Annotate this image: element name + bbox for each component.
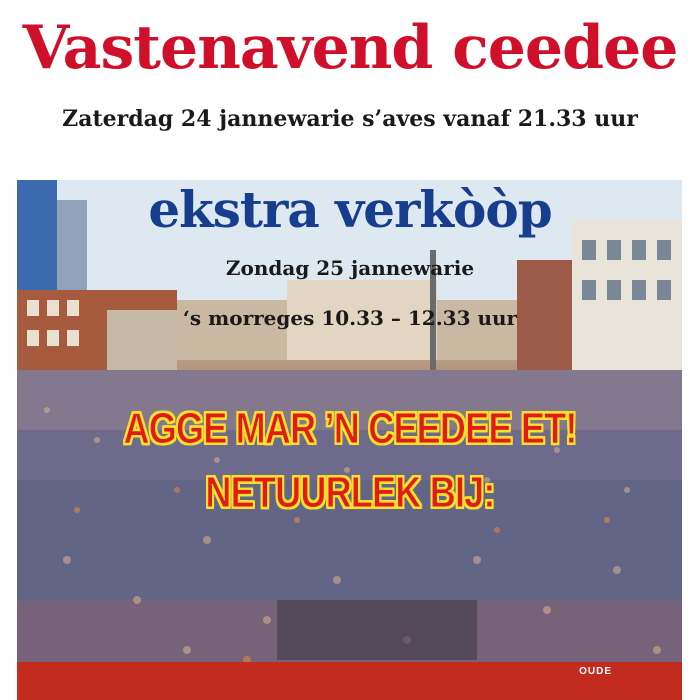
poster-subtitle: Zaterdag 24 jannewarie s’aves vanaf 21.33 uur bbox=[62, 106, 638, 132]
extra-sale-time: ‘s morreges 10.33 – 12.33 uur bbox=[182, 306, 518, 330]
slogan-line-1: AGGE MAR ’N CEEDEE ET! bbox=[123, 404, 577, 453]
store-banner-strip bbox=[17, 662, 682, 700]
extra-sale-heading: ekstra verkòòp bbox=[148, 180, 552, 239]
store-banner-label: OUDE bbox=[579, 666, 612, 677]
poster-title: Vastenavend ceedee bbox=[22, 13, 678, 83]
extra-sale-date: Zondag 25 jannewarie bbox=[225, 256, 475, 280]
slogan-line-2: NETUURLEK BIJ: bbox=[205, 468, 495, 517]
